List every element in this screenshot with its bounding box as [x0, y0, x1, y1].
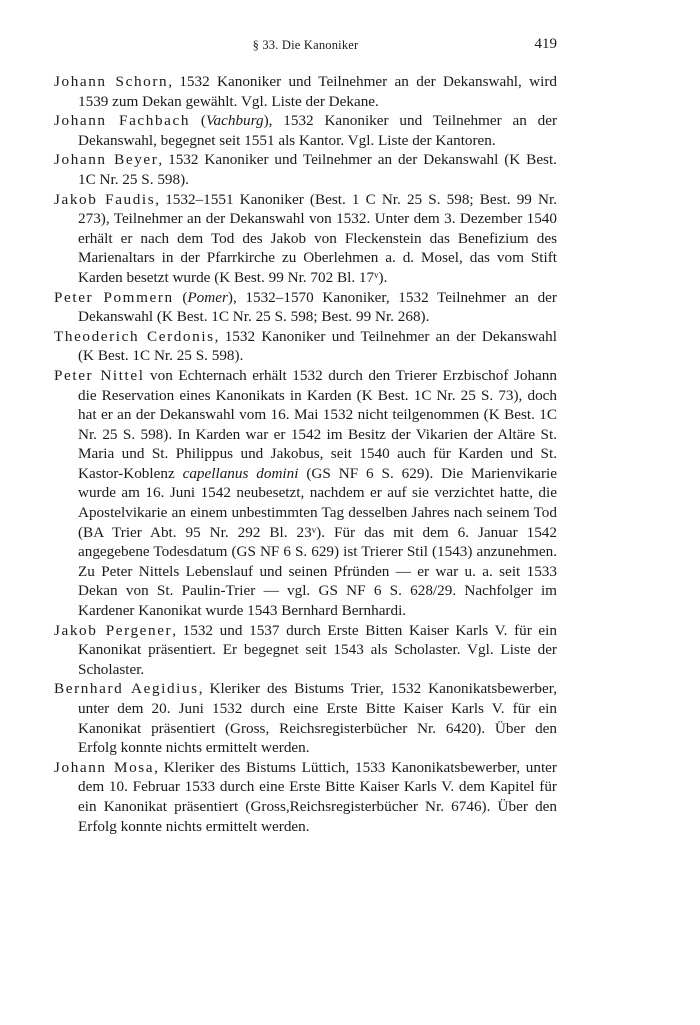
running-title: § 33. Die Kanoniker — [252, 38, 359, 52]
canon-entry — [54, 758, 557, 836]
entry-name-variant: Vachburg — [205, 112, 264, 130]
entry-text: , 1532–1551 Kanoniker (Best. 1 C Nr. 25 S. 598; Best. 99 Nr. 273), Teilnehmer an der Dekanswahl von 1532. Unter dem 3. Dezember 1540 erhält er nach dem Tod des Jakob von Fleckenstein das Benefizium des Marienaltars in der Pfarrkirche zu Oberlehmen a. d. Mosel, das vom Stift Karden besetzt wurde (K Best. 99 Nr. 702 Bl. 17ᵛ). — [78, 190, 557, 286]
entry-name: Peter Nittel — [54, 366, 145, 384]
entry-name-variant: Pomer — [187, 288, 228, 306]
entry-name: Peter Pommern — [54, 288, 174, 306]
entry-text: , Kleriker des Bistums Trier, 1532 Kanonikatsbewerber, unter dem 20. Juni 1532 durch eine Erste Bitte Kaiser Karls V. für ein Kanonikat präsentiert (Gross, Reichsregisterbücher Nr. 6420). Über den Erfolg konnte nichts ermittelt werden. — [78, 680, 557, 757]
variant-open: ( — [173, 288, 188, 306]
entry-text-continued: (GS NF 6 S. 629). Die Marienvikarie wurde am 16. Juni 1542 neubesetzt, nachdem er auf sie verzichtet hatte, die Apostelvikarie an einem unbestimmten Tag desselben Jahres nach seinem Tod (BA Trier Abt. 95 Nr. 292 Bl. 23ᵛ). Für das mit dem 6. Januar 1542 angegebene Todesdatum (GS NF 6 S. 629) ist Trierer Stil (1543) anzunehmen. Zu Peter Nittels Lebenslauf und seinen Pfründen — er war u. a. seit 1533 Dekan von St. Paulin-Trier — vgl. GS NF 6 S. 628/29. Nachfolger im Kardener Kanonikat wurde 1543 Bernhard Bernhardi. — [78, 464, 558, 620]
variant-open: ( — [190, 112, 206, 130]
canon-entry — [54, 679, 557, 757]
canon-entry — [54, 72, 557, 111]
canon-entry — [54, 288, 557, 327]
canon-entries-list — [54, 72, 557, 836]
entry-name: Jakob Pergener — [54, 621, 173, 639]
entry-name: Theoderich Cerdonis — [54, 327, 215, 345]
canon-entry — [54, 150, 557, 189]
entry-name: Johann Schorn — [54, 73, 169, 90]
entry-latin-term: capellanus domini — [182, 464, 299, 482]
entry-name: Johann Mosa — [54, 758, 155, 776]
entry-text: von Echternach erhält 1532 durch den Trierer Erzbischof Johann die Reservation eines Kanonikats in Karden (K Best. 1C Nr. 25 S. 73), doch hat er an der Dekanswahl vom 16. Mai 1532 nicht teilgenommen (K Best. 1C Nr. 25 S. 598). In Karden war er 1542 im Besitz der Vikarien der Altäre St. Maria und St. Philippus und Jakobus, seit 1540 auch für Karden und St. Kastor-Koblenz — [78, 366, 557, 482]
book-page — [54, 36, 557, 836]
entry-text: , 1532 und 1537 durch Erste Bitten Kaiser Karls V. für ein Kanonikat präsentiert. Er begegnet seit 1543 als Scholaster. Vgl. Liste der Scholaster. — [78, 621, 557, 678]
entry-text: , 1532 Kanoniker und Teilnehmer an der Dekanswahl (K Best. 1C Nr. 25 S. 598). — [78, 151, 557, 188]
entry-text: , 1532 Kanoniker und Teilnehmer an der Dekanswahl, begegnet seit 1551 als Kantor. Vgl. Liste der Kantoren. — [78, 112, 558, 149]
variant-close: ) — [227, 288, 233, 306]
canon-entry — [54, 621, 557, 680]
canon-entry — [54, 366, 557, 621]
entry-text: , 1532–1570 Kanoniker, 1532 Teilnehmer an der Dekanswahl (K Best. 1C Nr. 25 S. 598; Best. 99 Nr. 268). — [78, 288, 557, 326]
entry-name: Johann Fachbach — [54, 112, 191, 130]
canon-entry — [54, 111, 557, 150]
canon-entry — [54, 190, 557, 288]
entry-text: , 1532 Kanoniker und Teilnehmer an der Dekanswahl (K Best. 1C Nr. 25 S. 598). — [78, 327, 557, 365]
entry-name: Johann Beyer — [54, 151, 159, 169]
entry-name: Jakob Faudis — [54, 190, 156, 208]
entry-name: Bernhard Aegidius — [54, 680, 199, 698]
canon-entry — [54, 327, 557, 366]
page-number: 419 — [534, 36, 557, 52]
variant-close: ) — [263, 112, 269, 130]
entry-text: , Kleriker des Bistums Lüttich, 1533 Kanonikatsbewerber, unter dem 10. Februar 1533 durch eine Erste Bitte Kaiser Karls V. dem Kapitel für ein Kanonikat präsentiert (Gross,Reichsregisterbücher Nr. 6746). Über den Erfolg konnte nichts ermittelt werden. — [78, 758, 557, 835]
entry-text: , 1532 Kanoniker und Teilnehmer an der Dekanswahl, wird 1539 zum Dekan gewählt. Vgl. Liste der Dekane. — [78, 73, 557, 110]
running-head — [54, 36, 557, 58]
